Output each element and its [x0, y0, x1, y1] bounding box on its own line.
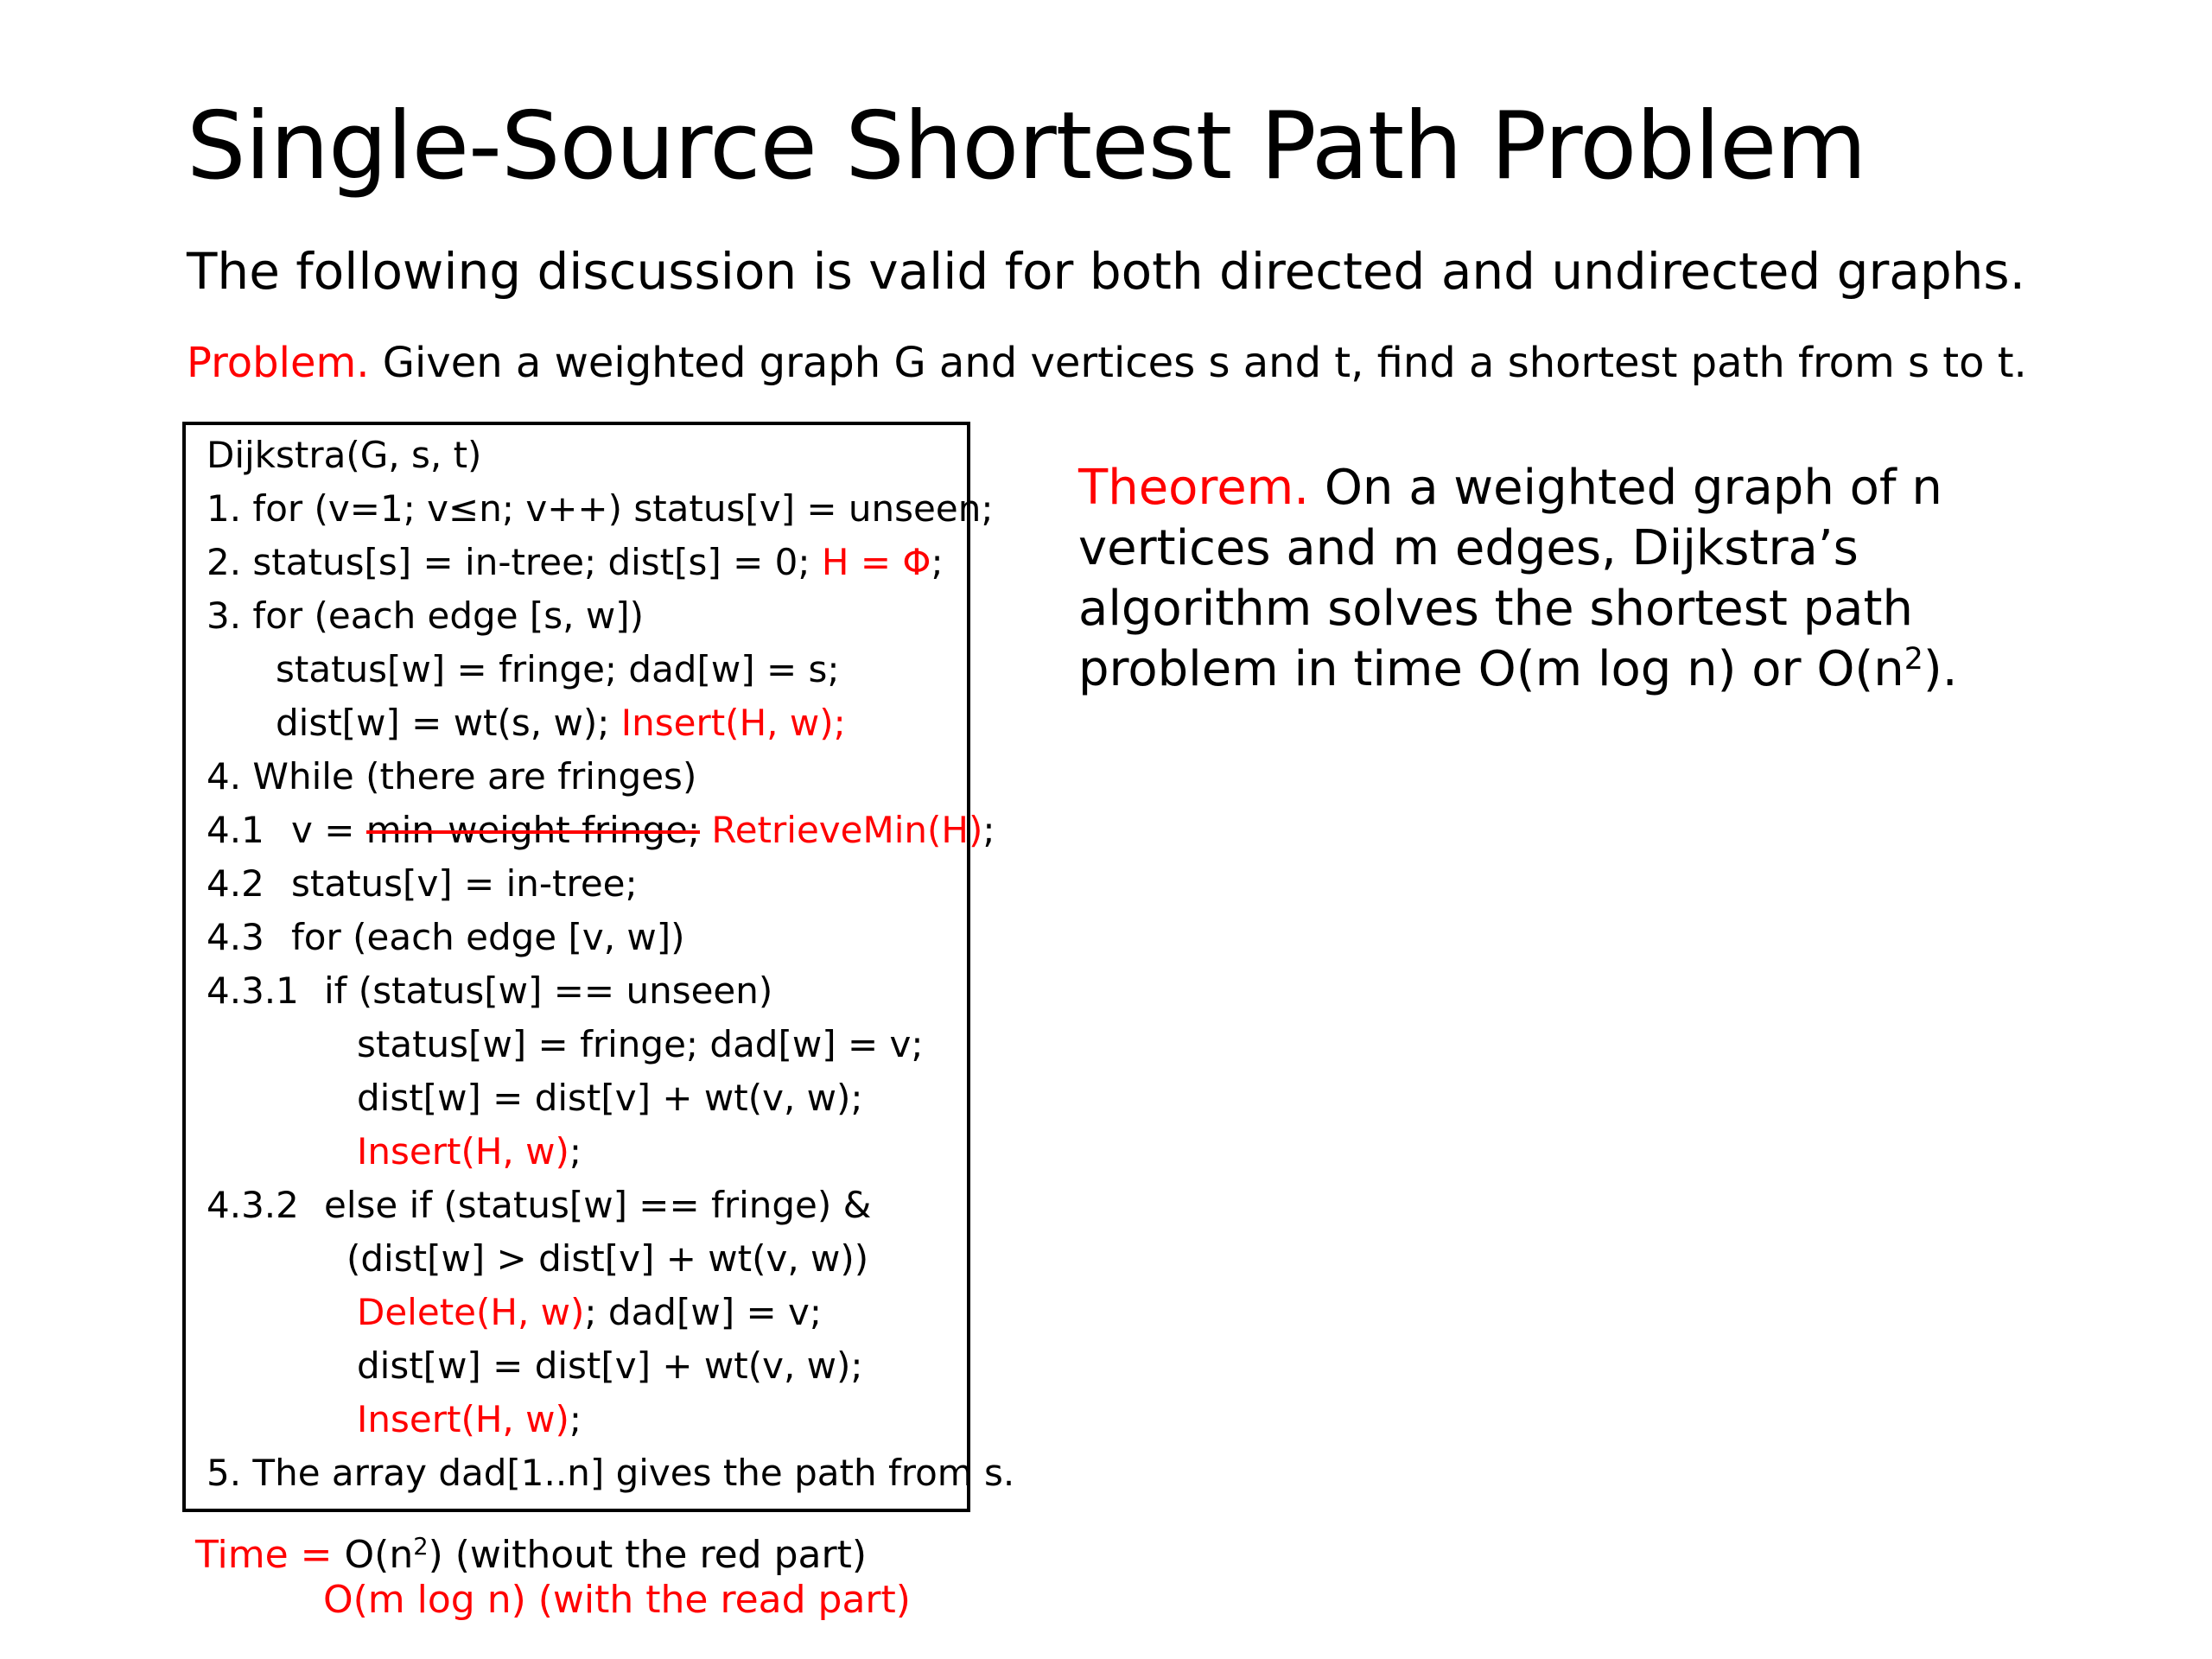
time-line-1: Time = $O(n^2)$ (without the red part) — [195, 1533, 867, 1577]
theorem-label: Theorem. — [1078, 460, 1310, 516]
algo-line-4-3-2-num: 4.3.2 — [207, 1184, 299, 1226]
heap-init: H = Φ — [821, 541, 931, 583]
problem-text: Given a weighted graph G and vertices s and t, find a shortest path from s to t. — [382, 339, 2027, 387]
heap-insert: Insert(H, w); — [620, 702, 846, 744]
algo-line-2: 2. status[s] = in-tree; dist[s] = 0; H = Φ; — [207, 541, 944, 583]
algo-line-3: 3. for (each edge [s, w]) — [207, 594, 644, 637]
algo-line-5: 5. The array dad[1..n] gives the path from s. — [207, 1452, 1015, 1494]
theorem-text: On a weighted graph of n vertices and m edges, Dijkstra’s algorithm solves the shortest path problem in time O(m log n) or O(n — [1078, 460, 1942, 697]
algo-line-4-3-1c: Insert(H, w); — [357, 1130, 582, 1173]
algo-line-4-3-num: 4.3 — [207, 916, 264, 958]
algo-line-4-3-1-num: 4.3.1 — [207, 969, 299, 1012]
algo-line-4: 4. While (there are fringes) — [207, 755, 697, 798]
heap-insert: Insert(H, w) — [357, 1130, 569, 1173]
algo-line-3a: status[w] = fringe; dad[w] = s; — [276, 648, 840, 690]
time-line-2: O(m log n) (with the read part) — [323, 1578, 911, 1622]
algo-line-4-3-1b: dist[w] = dist[v] + wt(v, w); — [357, 1077, 863, 1119]
algo-line-4-1-num: 4.1 — [207, 809, 264, 851]
problem-statement — [187, 339, 2027, 389]
heap-insert: Insert(H, w) — [357, 1398, 569, 1440]
algorithm-box — [182, 422, 1015, 1512]
algo-header: Dijkstra(G, s, t) — [207, 434, 482, 476]
algo-line-4-2-num: 4.2 — [207, 862, 264, 905]
algo-line-4-3-2: else if (status[w] == fringe) & — [324, 1184, 872, 1226]
algo-line-4-2: status[v] = in-tree; — [291, 862, 638, 905]
problem-label: Problem. — [187, 339, 370, 387]
algo-line-4-3-2a: (dist[w] > dist[v] + wt(v, w)) — [346, 1237, 869, 1280]
struck-text: min-weight fringe; — [365, 809, 701, 851]
algo-line-4-3-1: if (status[w] == unseen) — [324, 969, 773, 1012]
algo-line-4-3-1a: status[w] = fringe; dad[w] = v; — [357, 1023, 924, 1065]
slide-title: Single-Source Shortest Path Problem — [187, 92, 1866, 200]
algo-line-1: 1. for (v=1; v≤n; v++) status[v] = unseen; — [207, 487, 994, 530]
time-label: Time = — [195, 1533, 333, 1577]
algo-line-4-1: v = min-weight fringe; RetrieveMin(H); — [291, 809, 995, 851]
heap-delete: Delete(H, w) — [357, 1291, 585, 1333]
algo-line-4-3-2b: Delete(H, w); dad[w] = v; — [357, 1291, 822, 1333]
algo-line-4-3: for (each edge [v, w]) — [291, 916, 685, 958]
algo-line-4-3-2c: dist[w] = dist[v] + wt(v, w); — [357, 1344, 863, 1387]
heap-retrieve-min: RetrieveMin(H) — [700, 809, 983, 851]
algo-line-4-3-2d: Insert(H, w); — [357, 1398, 582, 1440]
theorem-statement: Theorem. On a weighted graph of n vertices and m edges, Dijkstra’s algorithm solves the shortest path problem in time O(m log n) or $O(n^2)$. — [1078, 460, 1958, 697]
algo-line-3b: dist[w] = wt(s, w); Insert(H, w); — [276, 702, 846, 744]
slide-subtitle: The following discussion is valid for both directed and undirected graphs. — [187, 242, 2026, 301]
